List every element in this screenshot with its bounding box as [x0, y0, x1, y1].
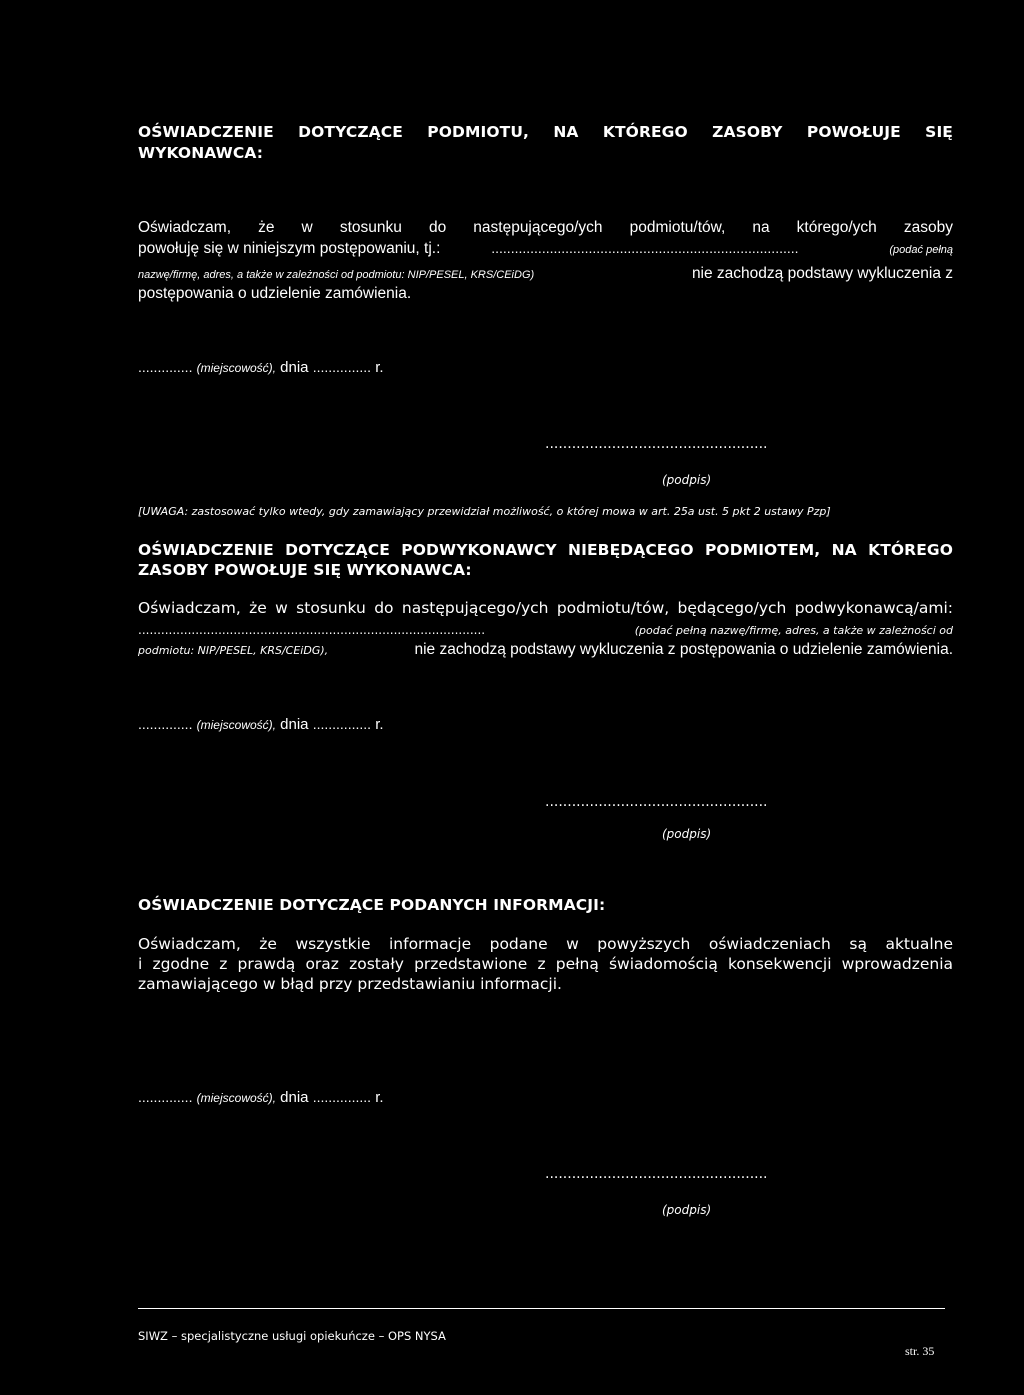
section3-place-date	[138, 1089, 384, 1106]
section2-year-suffix: r.	[375, 716, 384, 733]
section3-signature-label: (podpis)	[662, 1203, 712, 1217]
section1-line3-text: nie zachodzą podstawy wykluczenia z	[691, 265, 953, 282]
section2-place-dots: ..............	[138, 716, 193, 732]
section1-heading-line1: OŚWIADCZENIE DOTYCZĄCE PODMIOTU, NA KTÓREGO ZASOBY POWOŁUJE SIĘ	[138, 123, 953, 141]
section1-year-suffix: r.	[375, 359, 384, 376]
warning-note: [UWAGA: zastosować tylko wtedy, gdy zamawiający przewidział możliwość, o której mowa w art. 25a ust. 5 pkt 2 ustawy Pzp]	[138, 505, 831, 518]
section2-name-dots: ...........................................................................................	[138, 623, 486, 637]
footer-divider	[138, 1308, 945, 1309]
section2-text-line2	[138, 620, 953, 641]
section1-place-label: (miejscowość),	[196, 361, 276, 375]
section1-line3-note: nazwę/firmę, adres, a także w zależności od podmiotu: NIP/PESEL, KRS/CEiDG)	[138, 269, 535, 281]
section1-line2-text: powołuję się w niniejszym postępowaniu, tj.:	[138, 240, 441, 257]
section1-date-label: dnia	[280, 359, 309, 376]
section1-text-line3	[138, 264, 953, 285]
section2-line3-text: nie zachodzą podstawy wykluczenia z postępowania o udzielenie zamówienia.	[414, 641, 953, 658]
section2-text-line3	[138, 640, 953, 661]
section2-heading-line2: ZASOBY POWOŁUJE SIĘ WYKONAWCA:	[138, 561, 472, 579]
footer-title: SIWZ – specjalistyczne usługi opiekuńcze – OPS NYSA	[138, 1329, 446, 1343]
section3-year-suffix: r.	[375, 1089, 384, 1106]
section3-place-label: (miejscowość),	[196, 1091, 276, 1105]
section1-text-line4: postępowania o udzielenie zamówienia.	[138, 285, 412, 302]
section3-date-label: dnia	[280, 1089, 309, 1106]
section2-signature-label: (podpis)	[662, 827, 712, 841]
section2-date-dots: ...............	[312, 716, 372, 732]
section3-date-dots: ...............	[312, 1089, 372, 1105]
section3-signature-dots: ..................................................	[545, 1166, 768, 1182]
section1-place-date	[138, 359, 384, 376]
section1-signature-label: (podpis)	[662, 473, 712, 487]
section2-text-line1: Oświadczam, że w stosunku do następującego/ych podmiotu/tów, będącego/ych podwykonawcą/ami:	[138, 599, 953, 617]
section2-signature-dots: ..................................................	[545, 794, 768, 810]
page-number: str. 35	[905, 1344, 935, 1358]
section3-heading: OŚWIADCZENIE DOTYCZĄCE PODANYCH INFORMACJI:	[138, 896, 606, 914]
section1-text-line2	[138, 238, 953, 260]
section1-place-dots: ..............	[138, 359, 193, 375]
section3-text-line3: zamawiającego w błąd przy przedstawianiu informacji.	[138, 975, 562, 993]
section1-signature-dots: ..................................................	[545, 436, 768, 452]
section2-place-label: (miejscowość),	[196, 718, 276, 732]
section2-line3-note: podmiotu: NIP/PESEL, KRS/CEiDG),	[138, 644, 329, 657]
section3-text-line2: i zgodne z prawdą oraz zostały przedstawione z pełną świadomością konsekwencji wprowadzenia	[138, 955, 953, 973]
section2-heading-line1: OŚWIADCZENIE DOTYCZĄCE PODWYKONAWCY NIEBĘDĄCEGO PODMIOTEM, NA KTÓREGO	[138, 541, 953, 559]
section2-date-label: dnia	[280, 716, 309, 733]
section1-date-dots: ...............	[312, 359, 372, 375]
section3-text-line1: Oświadczam, że wszystkie informacje podane w powyższych oświadczeniach są aktualne	[138, 935, 953, 953]
section1-heading-line2: WYKONAWCA:	[138, 144, 264, 162]
section2-line2-note: (podać pełną nazwę/firmę, adres, a także w zależności od	[634, 624, 953, 637]
section2-place-date	[138, 716, 384, 733]
section3-place-dots: ..............	[138, 1089, 193, 1105]
section1-line2-note: (podać pełną	[889, 244, 953, 256]
section1-text-line1: Oświadczam, że w stosunku do następującego/ych podmiotu/tów, na którego/ych zasoby	[138, 219, 953, 236]
section1-name-dots: ...............................................................................	[491, 240, 799, 256]
